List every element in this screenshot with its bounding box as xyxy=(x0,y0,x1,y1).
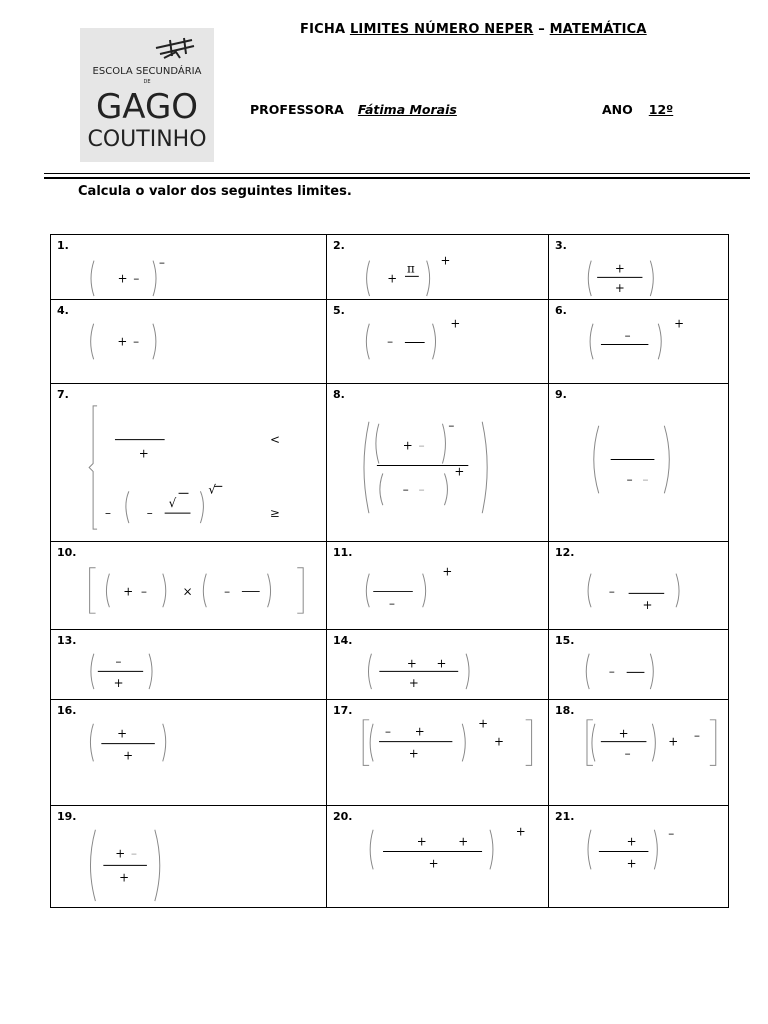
svg-text:+: + xyxy=(436,656,447,671)
svg-text:+: + xyxy=(416,834,427,849)
svg-text:+: + xyxy=(458,834,469,849)
professor-name: Fátima Morais xyxy=(357,102,457,117)
svg-text:+: + xyxy=(493,734,504,749)
exercise-number: 20. xyxy=(333,810,353,823)
instruction: Calcula o valor dos seguintes limites. xyxy=(78,184,352,199)
exercise-number: 17. xyxy=(333,704,353,717)
svg-text:π: π xyxy=(406,261,415,276)
exercise-cell xyxy=(51,630,327,700)
logo-line2: DE xyxy=(143,79,151,85)
exercise-table xyxy=(50,234,729,908)
svg-text:+: + xyxy=(117,334,128,349)
exercise-cell xyxy=(327,700,549,806)
svg-text:+: + xyxy=(117,726,128,741)
svg-text:+: + xyxy=(408,746,419,761)
svg-text:+: + xyxy=(414,724,425,739)
svg-text:<: < xyxy=(269,432,280,447)
exercise-cell xyxy=(327,542,549,630)
logo-line1: ESCOLA SECUNDÁRIA xyxy=(92,66,202,77)
svg-text:≥: ≥ xyxy=(269,506,280,521)
svg-text:+: + xyxy=(626,856,637,871)
divider xyxy=(44,173,750,174)
exercise-cell xyxy=(51,542,327,630)
svg-text:–: – xyxy=(133,334,140,349)
exercise-cell xyxy=(549,630,729,700)
svg-text:√: √ xyxy=(168,496,177,511)
exercise-number: 9. xyxy=(555,388,567,401)
svg-text:–: – xyxy=(624,746,631,761)
svg-text:–: – xyxy=(418,438,425,453)
svg-text:+: + xyxy=(626,834,637,849)
svg-text:+: + xyxy=(123,584,134,599)
exercise-number: 7. xyxy=(57,388,69,401)
exercise-cell xyxy=(549,806,729,908)
exercise-number: 6. xyxy=(555,304,567,317)
exercise-cell xyxy=(327,806,549,908)
svg-text:+: + xyxy=(614,261,625,276)
year-line xyxy=(602,102,673,117)
svg-text:–: – xyxy=(624,328,631,343)
svg-text:+: + xyxy=(406,656,417,671)
title-topic: LIMITES NÚMERO NEPER xyxy=(349,22,534,37)
exercise-number: 19. xyxy=(57,810,77,823)
exercise-number: 12. xyxy=(555,546,575,559)
svg-text:–: – xyxy=(133,271,140,286)
svg-text:–: – xyxy=(146,506,153,521)
exercise-number: 18. xyxy=(555,704,575,717)
svg-text:+: + xyxy=(119,870,130,885)
svg-text:+: + xyxy=(117,271,128,286)
svg-text:+: + xyxy=(442,564,453,579)
svg-text:+: + xyxy=(138,446,149,461)
exercise-cell xyxy=(549,542,729,630)
worksheet-title: FICHA LIMITES NÚMERO NEPER – MATEMÁTICA xyxy=(300,22,647,37)
svg-text:–: – xyxy=(389,596,395,611)
logo-line3: GAGO xyxy=(95,87,199,127)
year-label: ANO xyxy=(602,102,633,117)
svg-text:+: + xyxy=(674,316,685,331)
exercise-cell xyxy=(327,300,549,384)
exercise-cell xyxy=(549,384,729,542)
exercise-number: 1. xyxy=(57,239,69,252)
exercise-cell xyxy=(549,300,729,384)
exercise-cell xyxy=(51,384,327,542)
svg-text:–: – xyxy=(418,482,425,497)
exercise-number: 21. xyxy=(555,810,575,823)
svg-text:+: + xyxy=(408,676,419,691)
logo-line4: COUTINHO xyxy=(87,127,207,152)
svg-text:+: + xyxy=(115,846,126,861)
exercise-number: 16. xyxy=(57,704,77,717)
exercise-number: 15. xyxy=(555,634,575,647)
svg-text:+: + xyxy=(402,438,413,453)
divider xyxy=(44,177,750,179)
exercise-number: 14. xyxy=(333,634,353,647)
svg-text:–: – xyxy=(402,482,409,497)
professor-line xyxy=(250,102,457,117)
exercise-cell xyxy=(327,235,549,300)
exercise-cell xyxy=(51,806,327,908)
year-value: 12º xyxy=(648,102,674,117)
exercise-cell xyxy=(51,300,327,384)
exercise-number: 8. xyxy=(333,388,345,401)
svg-text:–: – xyxy=(115,654,122,669)
exercise-cell xyxy=(327,384,549,542)
svg-text:–: – xyxy=(642,472,649,487)
svg-text:√: √ xyxy=(208,482,216,497)
svg-text:+: + xyxy=(454,464,465,479)
exercise-number: 2. xyxy=(333,239,345,252)
svg-text:+: + xyxy=(478,716,489,731)
svg-text:–: – xyxy=(141,584,147,599)
svg-text:–: – xyxy=(668,826,675,841)
svg-text:–: – xyxy=(626,472,633,487)
svg-text:+: + xyxy=(515,824,526,839)
svg-text:+: + xyxy=(642,598,653,613)
svg-text:–: – xyxy=(224,584,231,599)
svg-text:×: × xyxy=(182,584,193,599)
exercise-cell xyxy=(51,700,327,806)
exercise-number: 3. xyxy=(555,239,567,252)
svg-text:+: + xyxy=(440,253,451,268)
svg-text:+: + xyxy=(450,316,461,331)
exercise-cell xyxy=(549,700,729,806)
svg-text:–: – xyxy=(385,724,391,739)
svg-text:–: – xyxy=(448,418,455,433)
svg-text:–: – xyxy=(608,664,615,679)
svg-text:+: + xyxy=(123,748,134,763)
svg-text:–: – xyxy=(693,728,700,743)
svg-text:+: + xyxy=(614,281,625,296)
professor-label: PROFESSORA xyxy=(250,102,344,117)
exercise-number: 5. xyxy=(333,304,345,317)
exercise-number: 11. xyxy=(333,546,353,559)
exercise-number: 10. xyxy=(57,546,77,559)
svg-text:+: + xyxy=(113,676,124,691)
exercise-cell xyxy=(549,235,729,300)
svg-text:+: + xyxy=(668,734,679,749)
exercise-number: 4. xyxy=(57,304,69,317)
svg-text:+: + xyxy=(618,726,629,741)
svg-text:+: + xyxy=(428,856,439,871)
svg-text:–: – xyxy=(158,255,165,270)
svg-text:–: – xyxy=(387,334,394,349)
svg-text:–: – xyxy=(608,584,615,599)
exercise-cell xyxy=(51,235,327,300)
school-logo xyxy=(80,28,214,162)
title-subject: MATEMÁTICA xyxy=(549,22,647,37)
exercise-number: 13. xyxy=(57,634,77,647)
svg-text:+: + xyxy=(387,271,398,286)
exercise-cell xyxy=(327,630,549,700)
svg-text:–: – xyxy=(105,506,111,521)
svg-text:–: – xyxy=(131,846,138,861)
